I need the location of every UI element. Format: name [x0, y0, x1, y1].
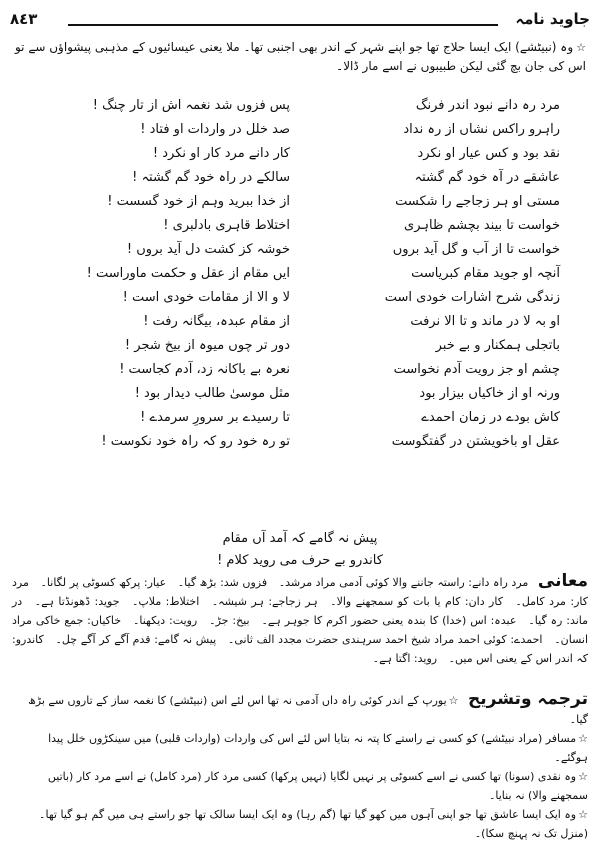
verse-line-1: او بہ لا در ماند و تا الا نرفت	[410, 314, 560, 329]
verse	[60, 218, 560, 242]
star-icon: ☆	[576, 41, 586, 54]
verse-line-1: راہرو راکس نشاں از رہ نداد	[403, 122, 560, 137]
verse	[60, 98, 560, 122]
glossary-section	[12, 572, 588, 668]
verse-line-2: دور تر چوں میوہ از بیخ شجر !	[124, 338, 290, 353]
verse-line-2: ایں مقام از عقل و حکمت ماوراست !	[86, 266, 290, 281]
translation-item-text: وہ ایک ایسا عاشق تھا جو اپنی آہوں میں کھو گیا تھا (گم رہا) وہ ایک ایسا سالک تھا جو راستے ہی میں گم ہو گیا تھا۔ (منزل تک نہ پہنچ سکا)۔	[39, 808, 588, 840]
verse	[60, 170, 560, 194]
verse	[60, 122, 560, 146]
verse	[60, 290, 560, 314]
translation-item	[12, 805, 588, 843]
glossary-entry: رویت: دیکھنا۔	[132, 614, 198, 627]
verse-line-2: از خدا ببرید وہم از خود گسست !	[107, 194, 290, 209]
verse-line-1: کاش بودے در زمان احمدے	[421, 410, 560, 425]
verse-line-1: عاشقے در آہ خود گم گشتہ	[414, 170, 560, 185]
verse-line-2: تو رہ خود رو کہ راہ خود نکوست !	[101, 434, 290, 449]
verse	[60, 242, 560, 266]
page-header	[10, 10, 590, 34]
glossary-entry: احمدے: کوئی احمد مراد شیخ احمد سرہندی حضرت مجدد الف ثانی۔	[227, 633, 543, 646]
glossary-heading: معانی	[537, 571, 588, 591]
glossary-entry: در ماند: رہ گیا۔	[12, 595, 589, 627]
final-line-1: پیش نہ گامے کہ آمد آں مقام	[222, 531, 378, 546]
translation-item-text: وہ نقدی (سونا) تھا کسی نے اسے کسوٹی پر نہیں لگایا (نہیں پرکھا) کسی مرد کار (مرد کامل) نے اسے مرد کار (باتیں سمجھنے والا) نہ بنایا۔	[47, 770, 588, 802]
verse-line-1: عقل او باخویشتن در گفتگوست	[391, 434, 560, 449]
glossary-entry: پیش نہ گامے: قدم آگے کر آگے چل۔	[55, 633, 217, 646]
final-couplet	[0, 528, 600, 572]
verse-line-1: باتجلی ہمکنار و بے خبر	[435, 338, 560, 353]
verse	[60, 410, 560, 434]
translation-intro: یورپ کے اندر کوئی راہ داں آدمی نہ تھا اس لئے اس (نبیٹشے) کا نغمہ ساز کے تاروں سے بڑھ گیا۔	[28, 694, 588, 726]
verse-line-1: خواست تا بیند بچشم ظاہری	[404, 218, 560, 233]
verse-line-2: خوشہ کز کشت دل آید بروں !	[126, 242, 290, 257]
header-rule	[68, 24, 498, 26]
verse	[60, 362, 560, 386]
verse-line-2: سالکے در راہ خود گم گشتہ !	[132, 170, 290, 185]
glossary-entry: مرد کار: مرد کامل۔	[12, 576, 588, 608]
glossary-entry: بیخ: جڑ۔	[209, 614, 250, 627]
verse-line-1: نقد بود و کس عیار او نکرد	[417, 146, 560, 161]
verse-line-1: آنچہ او جوید مقام کبریاست	[411, 266, 560, 281]
glossary-entry: اختلاط: ملاپ۔	[131, 595, 200, 608]
intro-paragraph	[14, 38, 586, 76]
glossary-entry: عبدہ: اس (خدا) کا بندہ یعنی حضور اکرم کا جوہر ہے۔	[261, 614, 517, 627]
translation-item	[12, 729, 588, 767]
translation-heading: ترجمہ وتشریح	[468, 689, 588, 709]
verse	[60, 314, 560, 338]
translation-section	[12, 690, 588, 843]
final-line-2: کاندرو بے حرف می روید کلام !	[217, 553, 383, 568]
verse-line-2: از مقام عبدہ، بیگانہ رفت !	[143, 314, 290, 329]
star-icon: ☆	[578, 732, 588, 745]
verse-line-2: کار دانے مرد کار او نکرد !	[152, 146, 290, 161]
verse	[60, 146, 560, 170]
verse-line-1: زندگی شرح اشارات خودی است	[384, 290, 560, 305]
translation-item-text: مسافر (مراد نبیٹشے) کو کسی نے راستے کا پتہ نہ بتایا اس لئے اس کی واردات (واردات قلبی) میں سینکڑوں خلل پیدا ہوگئے۔	[48, 732, 588, 764]
verse-line-2: صد خلل در واردات او فتاد !	[140, 122, 290, 137]
star-icon: ☆	[578, 770, 588, 783]
star-icon: ☆	[578, 808, 588, 821]
verse-line-2: پس فزوں شد نغمہ اش از تار چنگ !	[92, 98, 290, 113]
glossary-entry: مرد راہ دانے: راستہ جاننے والا کوئی آدمی مراد مرشد۔	[278, 576, 529, 589]
verse	[60, 386, 560, 410]
verse-line-1: مستی او ہر زجاجے را شکست	[395, 194, 560, 209]
translation-intro-line	[12, 690, 588, 729]
verse-line-2: لا و الا از مقامات خودی است !	[122, 290, 290, 305]
glossary-entry: ہر زجاجے: ہر شیشہ۔	[211, 595, 318, 608]
verse	[60, 338, 560, 362]
verse	[60, 194, 560, 218]
verse-line-2: نعرہ بے باکانہ زد، آدم کجاست !	[119, 362, 290, 377]
verse-line-1: خواست تا از آب و گل آید بروں	[392, 242, 560, 257]
intro-text: وہ (نبیٹشے) ایک ایسا حلاج تھا جو اپنے شہر کے اندر بھی اجنبی تھا۔ ملا یعنی عیسائیوں کے مذہبی پیشواؤں سے تو اس کی جان بچ گئی لیکن طبیبوں نے اسے مار ڈالا۔	[14, 40, 586, 73]
glossary-entry: روید: اگتا ہے۔	[372, 652, 438, 665]
book-title: جاوید نامہ	[515, 10, 590, 28]
page-number: ٨٤٣	[10, 10, 38, 28]
verse-line-2: مثل موسیٰ طالب دیدار بود !	[134, 386, 290, 401]
verses-block	[60, 98, 560, 458]
verse-line-1: چشم او جز رویت آدم نخواست	[393, 362, 560, 377]
verse-line-1: ورنہ او از خاکیاں بیزار بود	[419, 386, 560, 401]
glossary-entry: کاندرو: کہ اندر اس کے یعنی اس میں۔	[12, 633, 588, 665]
verse-line-1: مرد رہ دانے نبود اندر فرنگ	[415, 98, 560, 113]
verse-line-2: تا رسیدے بر سرورِ سرمدے !	[140, 410, 290, 425]
glossary-entry: خاکیاں: جمع خاکی مراد انسان۔	[12, 614, 589, 646]
verse	[60, 434, 560, 458]
glossary-entry: جوید: ڈھونڈتا ہے۔	[34, 595, 120, 608]
translation-item	[12, 767, 588, 805]
glossary-entry: عیار: پرکھ کسوٹی پر لگانا۔	[40, 576, 167, 589]
glossary-entry: کار دان: کام یا بات کو سمجھنے والا۔	[330, 595, 503, 608]
verse-line-2: اختلاط قاہری بادلبری !	[163, 218, 290, 233]
glossary-entry: فزوں شد: بڑھ گیا۔	[177, 576, 268, 589]
verse	[60, 266, 560, 290]
star-icon: ☆	[448, 694, 459, 707]
